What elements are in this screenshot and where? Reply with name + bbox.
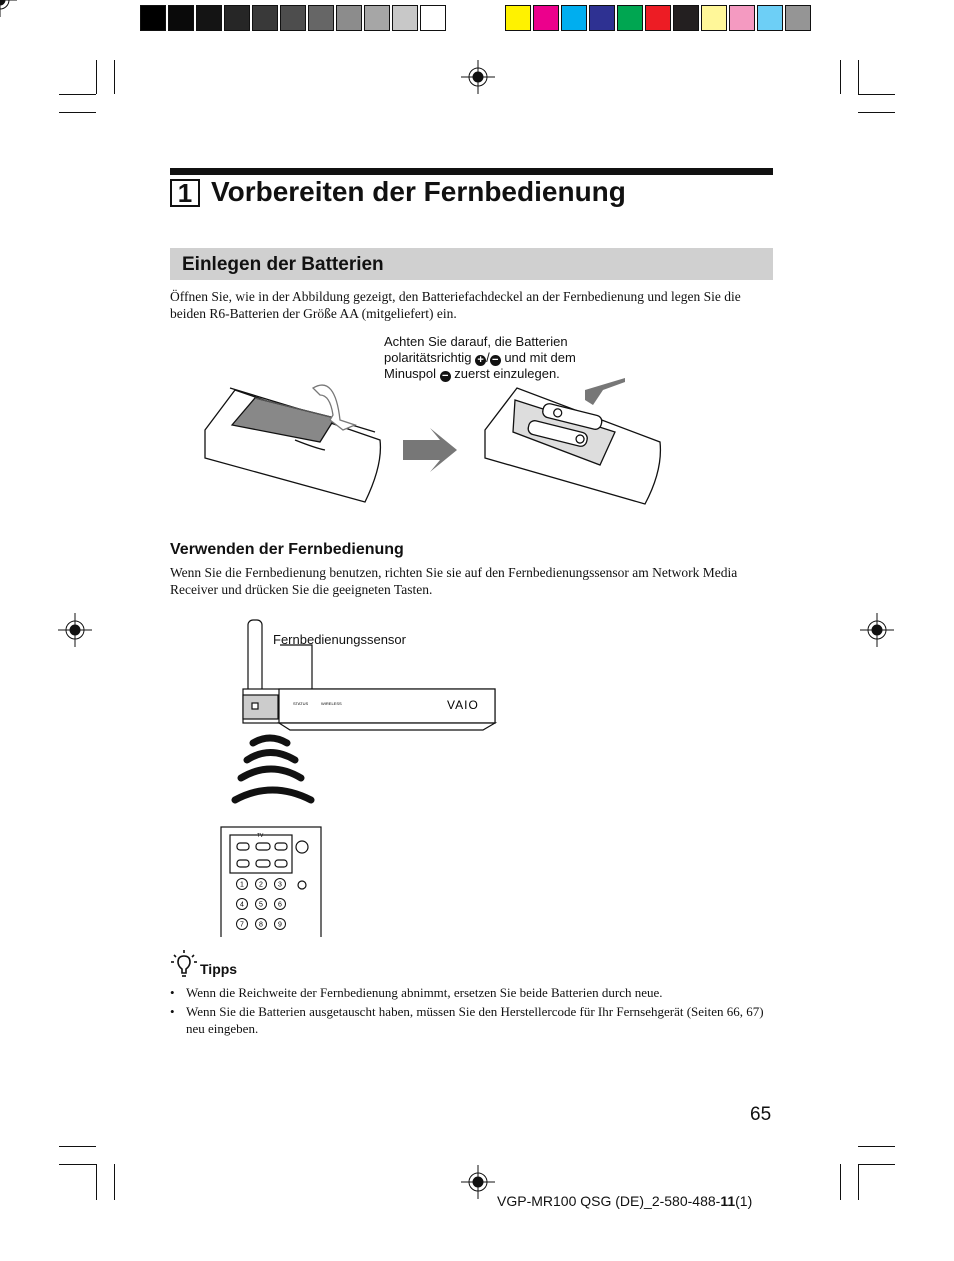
tip-lightbulb-icon — [170, 950, 198, 980]
chapter-number: 1 — [170, 179, 200, 207]
ir-signal-waves — [235, 738, 311, 800]
wireless-led-label: WIRELESS — [321, 701, 342, 706]
callout-line-3: Minuspol − zuerst einzulegen. — [384, 366, 560, 382]
section-heading-usage: Verwenden der Fernbedienung — [170, 541, 404, 558]
callout-line-2: polaritätsrichtig + / − und mit dem — [384, 350, 576, 366]
page-title: Vorbereiten der Fernbedienung — [211, 176, 626, 207]
usage-paragraph: Wenn Sie die Fernbedienung benutzen, richten Sie sie auf den Fernbedienungssensor am Network Media Receiver und drücken Sie die geeigneten Tasten. — [170, 565, 738, 597]
tip-text: Wenn die Reichweite der Fernbedienung abnimmt, ersetzen Sie beide Batterien durch neue. — [186, 985, 663, 1000]
vaio-logo: VAIO — [447, 698, 479, 712]
title-rule — [170, 168, 773, 175]
keypad-label: 2 — [259, 881, 263, 889]
keypad-label: 3 — [278, 881, 282, 889]
minus-pole-icon: − — [440, 371, 451, 382]
keypad-label: 8 — [259, 921, 263, 929]
plus-pole-icon: + — [475, 355, 486, 366]
tips-heading: Tipps — [200, 961, 238, 977]
page-number: 65 — [750, 1104, 772, 1125]
keypad-label: 1 — [240, 881, 244, 889]
remote-tv-label: TV — [257, 833, 264, 839]
keypad-label: 6 — [278, 901, 282, 909]
battery-insertion-illustration — [195, 370, 675, 520]
keypad-label: 5 — [259, 901, 263, 909]
footer-code: VGP-MR100 QSG (DE)_2-580-488-11(1) — [497, 1193, 753, 1209]
minus-pole-icon: − — [490, 355, 501, 366]
batteries-paragraph: Öffnen Sie, wie in der Abbildung gezeigt, den Batteriefachdeckel an der Fernbedienung und legen Sie die beiden R6-Batterien der Größe AA (mitgeliefert) ein. — [170, 289, 741, 321]
tip-text: Wenn Sie die Batterien ausgetauscht haben, müssen Sie den Herstellercode für Ihr Fernsehgerät (Seiten 66, 67) neu eingeben. — [186, 1004, 764, 1036]
sensor-label: Fernbedienungssensor — [273, 632, 406, 647]
callout-line-1: Achten Sie darauf, die Batterien — [384, 334, 568, 349]
remote-control — [221, 827, 321, 937]
status-led-label: STATUS — [293, 701, 309, 706]
keypad-label: 9 — [278, 921, 282, 929]
remote-keypad — [237, 879, 286, 930]
keypad-label: 7 — [240, 921, 244, 929]
keypad-label: 4 — [240, 901, 244, 909]
section-heading-batteries: Einlegen der Batterien — [182, 254, 384, 275]
remote-usage-illustration — [215, 615, 515, 937]
